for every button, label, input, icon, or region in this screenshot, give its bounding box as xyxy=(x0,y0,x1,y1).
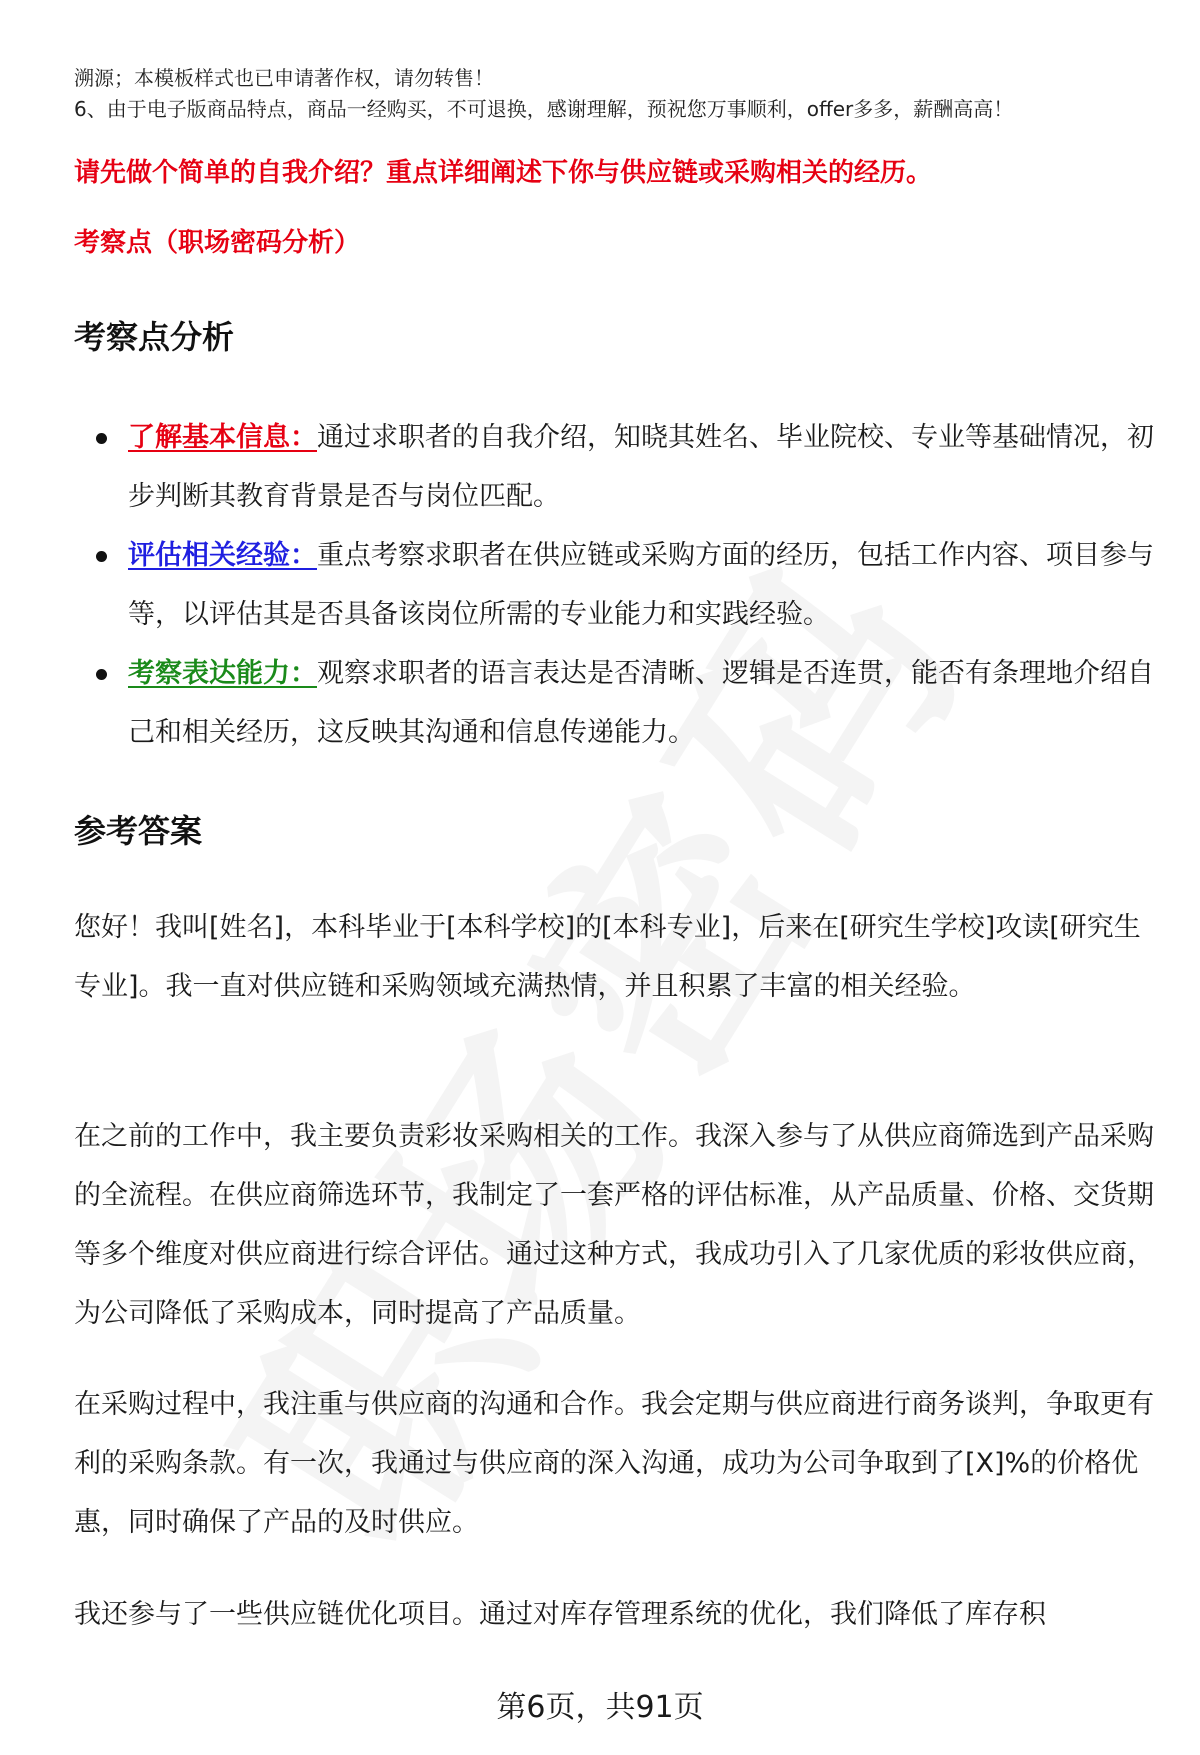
section-heading-analysis: 考察点分析 xyxy=(74,318,235,356)
bullet-icon xyxy=(96,551,107,562)
analysis-item-experience xyxy=(74,526,1154,644)
answer-paragraph-optimization: 我还参与了一些供应链优化项目。通过对库存管理系统的优化，我们降低了库存积 xyxy=(74,1599,1046,1630)
analysis-item-text: 观察求职者的语言表达是否清晰、逻辑是否连贯，能否有条理地介绍自己和相关经历，这反映其沟通和信息传递能力。 xyxy=(128,658,1154,748)
analysis-item-basic-info xyxy=(74,408,1154,526)
analysis-item-label: 考察表达能力： xyxy=(128,658,317,689)
notice-line-copyright: 溯源；本模板样式也已申请著作权，请勿转售！ xyxy=(74,66,494,90)
analysis-item-text: 通过求职者的自我介绍，知晓其姓名、毕业院校、专业等基础情况，初步判断其教育背景是否与岗位匹配。 xyxy=(128,422,1154,512)
answer-paragraph-intro: 您好！我叫[姓名]，本科毕业于[本科学校]的[本科专业]，后来在[研究生学校]攻读[研究生专业]。我一直对供应链和采购领域充满热情，并且积累了丰富的相关经验。 xyxy=(74,912,1141,1002)
section-heading-reference-answer: 参考答案 xyxy=(74,812,203,850)
answer-paragraph-work-experience: 在之前的工作中，我主要负责彩妆采购相关的工作。我深入参与了从供应商筛选到产品采购的全流程。在供应商筛选环节，我制定了一套严格的评估标准，从产品质量、价格、交货期等多个维度对供应商进行综合评估。通过这种方式，我成功引入了几家优质的彩妆供应商，为公司降低了采购成本，同时提高了产品质量。 xyxy=(74,1121,1154,1329)
bullet-icon xyxy=(96,433,107,444)
bullet-icon xyxy=(96,669,107,680)
analysis-item-expression xyxy=(74,644,1154,762)
question-subtitle: 考察点（职场密码分析） xyxy=(74,228,361,258)
analysis-item-label: 了解基本信息： xyxy=(128,422,317,453)
page-number-indicator: 第6页，共91页 xyxy=(496,1690,704,1725)
analysis-item-label: 评估相关经验： xyxy=(128,540,317,571)
analysis-bullet-list xyxy=(74,408,1154,762)
interview-question: 请先做个简单的自我介绍？重点详细阐述下你与供应链或采购相关的经历。 xyxy=(74,158,933,188)
analysis-item-text: 重点考察求职者在供应链或采购方面的经历，包括工作内容、项目参与等，以评估其是否具备该岗位所需的专业能力和实践经验。 xyxy=(128,540,1154,630)
notice-line-refund-policy: 6、由于电子版商品特点，商品一经购买，不可退换，感谢理解，预祝您万事顺利，offer多多，薪酬高高！ xyxy=(74,97,1014,121)
answer-paragraph-negotiation: 在采购过程中，我注重与供应商的沟通和合作。我会定期与供应商进行商务谈判，争取更有利的采购条款。有一次，我通过与供应商的深入沟通，成功为公司争取到了[X]%的价格优惠，同时确保了产品的及时供应。 xyxy=(74,1389,1154,1538)
